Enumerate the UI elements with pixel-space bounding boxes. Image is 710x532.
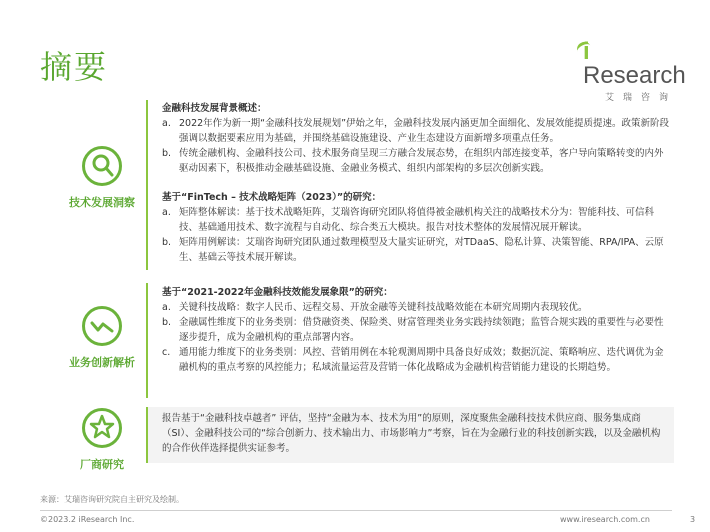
- list-item: [162, 300, 672, 315]
- page-title: 摘要: [40, 48, 109, 86]
- section-label: 技术发展洞察: [69, 196, 135, 209]
- item-marker: a.: [162, 302, 171, 313]
- item-marker: a.: [162, 118, 171, 129]
- section-divider-line: [146, 407, 148, 463]
- section-technology-insight: [55, 146, 149, 210]
- section-business-innovation: [55, 306, 149, 370]
- star-icon: [82, 408, 122, 448]
- list-item: [162, 146, 672, 176]
- magnifier-icon: [82, 146, 122, 186]
- source-note: 来源：艾瑞咨询研究院自主研究及绘制。: [40, 495, 184, 504]
- section-divider-line: [146, 100, 148, 270]
- vendor-research-text: [162, 411, 667, 456]
- item-text: 通用能力维度下的业务类别：风控、营销用例在本轮观测周期中具备良好成效；数据沉淀、策略响应、迭代调优为金融机构的重点考察的风控能力；私域流量运营及营销一体化战略成为金融机构营销能力建设的长期趋势。: [179, 347, 664, 373]
- item-text: 矩阵用例解读：艾瑞咨询研究团队通过数理模型及大量实证研究，对TDaaS、隐私计算、决策智能、RPA/IPA、云原生、基础云等技术展开解读。: [179, 237, 664, 263]
- list-item: [162, 116, 672, 146]
- logo-brand-i: i: [583, 38, 590, 65]
- block-text: 报告基于“金融科技卓越者” 评估，坚持“金融为本、技术为用”的原则，深度聚焦金融科技技术供应商、服务集成商（SI）、金融科技公司的“综合创新力、技术输出力、市场影响力”考察，旨在为金融行业的科技创新实践，以及金融机构的合作伙伴选择提供实证参考。: [162, 413, 661, 454]
- section-label: 业务创新解析: [69, 356, 135, 369]
- efficiency-quadrant: [162, 285, 672, 375]
- list-item: [162, 235, 672, 265]
- website-url: www.iresearch.com.cn: [560, 515, 650, 524]
- logo-swoosh-icon: [575, 40, 593, 58]
- item-marker: b.: [162, 317, 172, 328]
- list-item: [162, 315, 672, 345]
- block-heading: 基于“FinTech – 技术战略矩阵（2023）”的研究：: [162, 192, 382, 203]
- page-number: 3: [690, 515, 696, 524]
- logo-brand-text: Research: [583, 62, 686, 89]
- item-text: 矩阵整体解读：基于技术战略矩阵，艾瑞咨询研究团队将值得被金融机构关注的战略技术分为：智能科技、可信科技、基础通用技术、数字流程与自动化、综合类五大模块。报告对技术整体的发展情况展开解读。: [179, 207, 655, 233]
- item-text: 关键科技战略：数字人民币、远程交易、开放金融等关键科技战略效能在本研究周期内表现较优。: [179, 302, 588, 313]
- section-label: 厂商研究: [80, 458, 124, 471]
- list-item: [162, 205, 672, 235]
- block-heading: 基于“2021-2022年金融科技效能发展象限”的研究：: [162, 287, 393, 298]
- item-marker: c.: [162, 347, 171, 358]
- item-text: 传统金融机构、金融科技公司、技术服务商呈现三方融合发展态势，在组织内部连接变革，客户导向策略转变的内外驱动因素下，积极推动金融基础设施、金融业务模式、组织内部架构的多层次创新实践。: [179, 148, 664, 174]
- background-overview: [162, 101, 672, 176]
- trend-icon: [82, 306, 122, 346]
- item-text: 金融属性维度下的业务类别：借贷融资类、保险类、财富管理类业务实践持续领跑；监管合规实践的重要性与必要性逐步提升，成为金融机构的重点部署内容。: [179, 317, 664, 343]
- item-text: 2022年作为新一期“金融科技发展规划”伊始之年，金融科技发展内涵更加全面细化、发展效能提质提速。政策新阶段强调以数据要素应用为基础，并围绕基础设施建设、产业生态建设方面新增多项重点任务。: [179, 118, 670, 144]
- iresearch-logo: [583, 38, 686, 103]
- section-vendor-research: [55, 408, 149, 472]
- item-marker: b.: [162, 148, 172, 159]
- section-divider-line: [146, 283, 148, 398]
- item-marker: b.: [162, 237, 172, 248]
- logo-subtitle: 艾瑞咨询: [605, 93, 678, 103]
- block-heading: 金融科技发展背景概述：: [162, 103, 267, 114]
- list-item: [162, 345, 672, 375]
- footer-divider: [40, 510, 672, 511]
- copyright: ©2023.2 iResearch Inc.: [40, 515, 135, 524]
- tech-strategy-matrix: [162, 190, 672, 265]
- item-marker: a.: [162, 207, 171, 218]
